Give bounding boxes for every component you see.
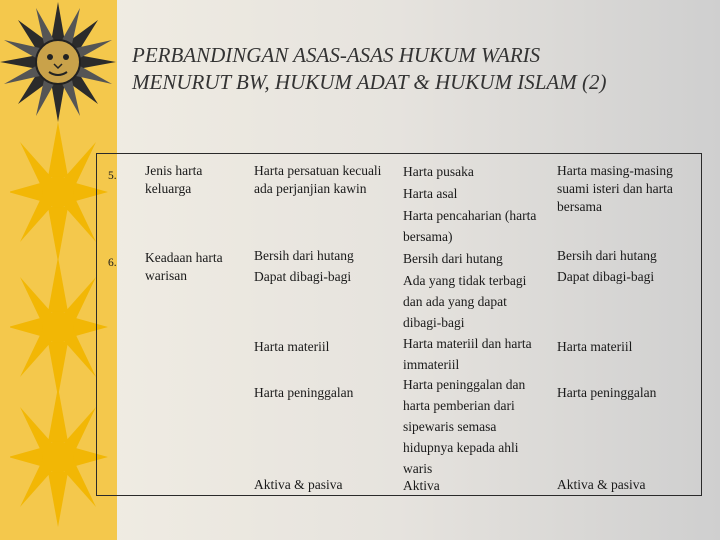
sun-icon (10, 255, 110, 405)
islam-item: Aktiva & pasiva (557, 477, 646, 492)
bw-item: Bersih dari hutang (254, 248, 354, 263)
bw-cell: Harta persatuan kecuali ada perjanjian kawin (254, 163, 382, 196)
sun-icon (10, 385, 110, 540)
title-line-2: MENURUT BW, HUKUM ADAT & HUKUM ISLAM (2) (132, 70, 607, 94)
row-number: 6. (108, 257, 117, 269)
islam-item: Harta peninggalan (557, 385, 657, 400)
bw-item: Dapat dibagi-bagi (254, 269, 352, 284)
adat-item: Aktiva (403, 478, 440, 493)
row-aspect-label: Keadaan harta warisan (145, 250, 223, 283)
adat-item: Harta peninggalan dan harta pemberian dari sipewaris semasa hidupnya kepada ahli waris (403, 377, 526, 476)
adat-item: Ada yang tidak terbagi dan ada yang dapat dibagi-bagi (403, 273, 527, 330)
bw-item: Harta peninggalan (254, 385, 354, 400)
title-line-1: PERBANDINGAN ASAS-ASAS HUKUM WARIS (132, 43, 541, 67)
slide-title (132, 42, 712, 96)
sun-face-logo (0, 0, 118, 125)
row-aspect-label: Jenis harta keluarga (145, 163, 203, 196)
adat-item: Harta asal (403, 186, 458, 201)
islam-cell: Harta masing-masing suami isteri dan harta bersama (557, 163, 673, 214)
adat-item: Harta pusaka (403, 164, 474, 179)
islam-item: Bersih dari hutang (557, 248, 657, 263)
adat-item: Harta pencaharian (harta bersama) (403, 208, 537, 244)
sun-icon (10, 120, 110, 270)
islam-item: Harta materiil (557, 339, 633, 354)
row-number: 5. (108, 170, 117, 182)
bw-item: Aktiva & pasiva (254, 477, 343, 492)
adat-item: Bersih dari hutang (403, 251, 503, 266)
bw-item: Harta materiil (254, 339, 330, 354)
islam-item: Dapat dibagi-bagi (557, 269, 655, 284)
adat-item: Harta materiil dan harta immateriil (403, 336, 532, 372)
